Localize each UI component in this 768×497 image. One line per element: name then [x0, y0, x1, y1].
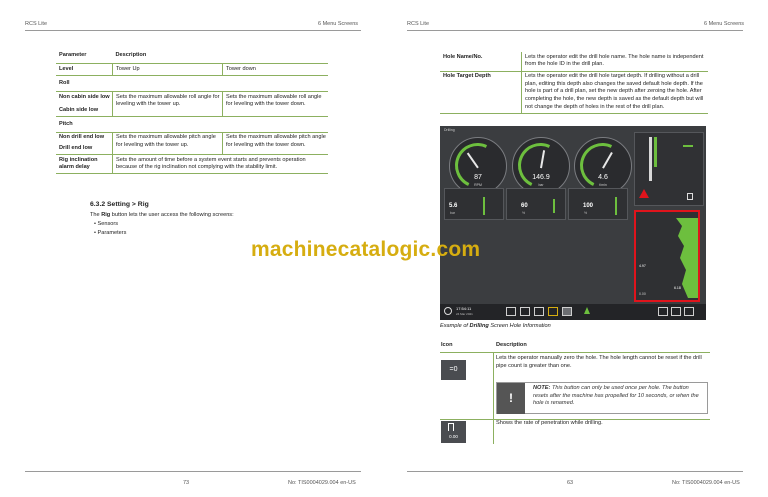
dust-pane: [568, 188, 628, 220]
row-tower-up: Tower Up: [113, 64, 223, 75]
right-footer-rule: [407, 471, 743, 472]
gauge-value: 146.9: [532, 174, 550, 181]
chart-icon: [506, 307, 516, 316]
rate-readout: 0.00: [639, 292, 646, 296]
navigation-icon: [684, 307, 694, 316]
warning-icon: [639, 189, 649, 198]
gauge-value: 4.6: [598, 174, 608, 181]
zero-hole-icon: =0: [441, 360, 466, 380]
hole-information-highlight: [634, 210, 700, 302]
watermark-text: machinecatalogic.com: [251, 238, 481, 261]
tools-icon: [534, 307, 544, 316]
row-group-pitch: Pitch: [56, 116, 328, 132]
note-body: This button can only be used once per hole. The button resets after the machine has propelled for 10 seconds, or when the hole is renamed.: [533, 385, 699, 407]
intro-bold: Rig: [101, 212, 111, 218]
depth-profile-graph: [636, 212, 698, 300]
drilling-screen-image: [440, 126, 706, 320]
penetration-rate-description: Shows the rate of penetration while drilling.: [496, 420, 603, 426]
air-pressure-pane: [444, 188, 504, 220]
rate-icon-value: 0.00: [449, 434, 458, 439]
row-name: Rig inclination alarm delay: [56, 155, 113, 174]
gear-icon: [687, 193, 693, 200]
clock-date: 24 Mar 2021: [456, 312, 473, 316]
clock-time: 17:54:11: [456, 306, 472, 311]
bell-icon: [584, 307, 590, 314]
figure-caption: [440, 323, 551, 331]
rig-icon: [520, 307, 530, 316]
bullet-item: • Sensors: [94, 221, 119, 227]
row-tower-down: Tower down: [223, 64, 329, 75]
row-name: Drill end low: [56, 143, 113, 154]
level-bar: [483, 197, 485, 215]
section-number: 6.3.2: [90, 201, 106, 208]
pane-unit: bar: [450, 211, 456, 215]
exclamation-icon: !: [497, 383, 525, 414]
right-doc-number: No: TIS0004029.004 en-US: [672, 480, 740, 486]
row-name: Level: [56, 64, 113, 75]
tower-panel: [634, 132, 704, 206]
bullet-text: Parameters: [97, 230, 127, 236]
depth-readout: 4.97: [639, 264, 646, 268]
level-bar: [553, 199, 555, 213]
row-name: Hole Name/No.: [440, 52, 522, 71]
feed-gauge: [574, 137, 632, 195]
icon-table-divider: [493, 352, 494, 420]
caption-text: Example of: [440, 323, 470, 329]
note-icon: [548, 307, 558, 316]
row-description: Lets the operator edit the drill hole name. The hole name is independent from the hole ID in the drill plan.: [522, 52, 709, 71]
pane-unit: %: [584, 211, 588, 215]
rig-parameter-table: [56, 50, 328, 174]
intro-text-end: button lets the user access the following screens:: [110, 212, 234, 218]
rate-glyph: [448, 423, 454, 431]
rotation-gauge: [449, 137, 507, 195]
row-tower-down: Sets the maximum allowable pitch angle for leveling with the tower down.: [223, 132, 329, 154]
gauge-value: 87: [474, 174, 482, 181]
gauge-unit: bar: [538, 183, 544, 187]
row-tower-down: Sets the maximum allowable roll angle for leveling with the tower down.: [223, 92, 329, 116]
row-name: Non cabin side low: [59, 93, 110, 100]
note-label: NOTE:: [533, 385, 551, 391]
left-header-title: RCS Lite: [25, 21, 48, 27]
section-heading: [90, 201, 149, 208]
level-bar: [615, 197, 617, 215]
row-name: Hole Target Depth: [440, 71, 522, 113]
water-pane: [506, 188, 566, 220]
section-title: Setting > Rig: [107, 201, 149, 208]
icon-table-head-rule: [440, 352, 710, 353]
pressure-gauge: [512, 137, 570, 195]
row-tower-up: Sets the maximum allowable roll angle for leveling with the tower up.: [113, 92, 223, 116]
right-page-number: 63: [567, 480, 574, 486]
left-doc-number: No: TIS0004029.004 en-US: [288, 480, 356, 486]
note-box: [496, 382, 708, 414]
operator-icon: [658, 307, 668, 316]
row-description: Lets the operator edit the drill hole target depth. If drilling without a drill plan, editing this depth also changes the saved default hole depth. If the hole is part of a drill plan, set the new depth after zeroing the hole. After completing the hole, the new depth is saved as the default depth but will not change the depth of holes in the rest of the drill plan.: [522, 71, 709, 113]
clock-icon: [444, 307, 452, 315]
gauge-unit: RPM: [474, 183, 482, 187]
caption-bold: Drilling: [469, 323, 489, 329]
row-description: Sets the amount of time before a system event starts and prevents operation because of the rig inclination not complying with the stability limit.: [113, 155, 329, 174]
col-description: Description: [113, 50, 329, 64]
right-header-rule: [407, 30, 743, 31]
row-tower-up: Sets the maximum allowable pitch angle for leveling with the tower up.: [113, 132, 223, 154]
hole-info-table: [440, 52, 708, 114]
right-header-title: RCS Lite: [407, 21, 430, 27]
caption-text-end: Screen Hole Information: [488, 323, 551, 329]
col-icon: Icon: [441, 342, 453, 348]
left-page-number: 73: [183, 480, 190, 486]
gauge-unit: t/min: [599, 183, 607, 187]
depth-target: 6.18: [674, 286, 681, 290]
row-group-roll: Roll: [56, 75, 328, 91]
row-name: Cabin side low: [56, 103, 113, 116]
zero-hole-description: Lets the operator manually zero the hole. The hole length cannot be reset if the drill pipe count is greater than one.: [496, 355, 702, 369]
penetration-rate-icon: [441, 421, 466, 443]
intro-text: The: [90, 212, 102, 218]
left-footer-rule: [25, 471, 361, 472]
pane-unit: %: [522, 211, 526, 215]
icon-table-divider: [493, 419, 494, 444]
col-description: Description: [496, 342, 527, 348]
machine-icon: [683, 139, 693, 147]
row-name: Non drill end low: [59, 134, 105, 141]
screen-tab-label: Drilling: [444, 128, 455, 132]
section-intro: [90, 212, 234, 220]
left-header-rule: [25, 30, 361, 31]
note-text: [533, 385, 705, 408]
drill-rod-icon: [649, 137, 652, 181]
bullet-text: Sensors: [97, 221, 119, 227]
screen-bottom-bar: [440, 304, 706, 320]
pane-value: 60: [521, 203, 528, 209]
machine-mode-icon: [671, 307, 681, 316]
col-parameter: Parameter: [56, 50, 113, 64]
right-header-chapter: 6 Menu Screens: [704, 21, 745, 27]
bullet-item: • Parameters: [94, 230, 127, 236]
pane-value: 5.6: [449, 203, 458, 209]
rod-indicator-icon: [654, 137, 657, 167]
grid-menu-icon: [562, 307, 572, 316]
pane-value: 100: [583, 203, 594, 209]
left-header-chapter: 6 Menu Screens: [318, 21, 359, 27]
